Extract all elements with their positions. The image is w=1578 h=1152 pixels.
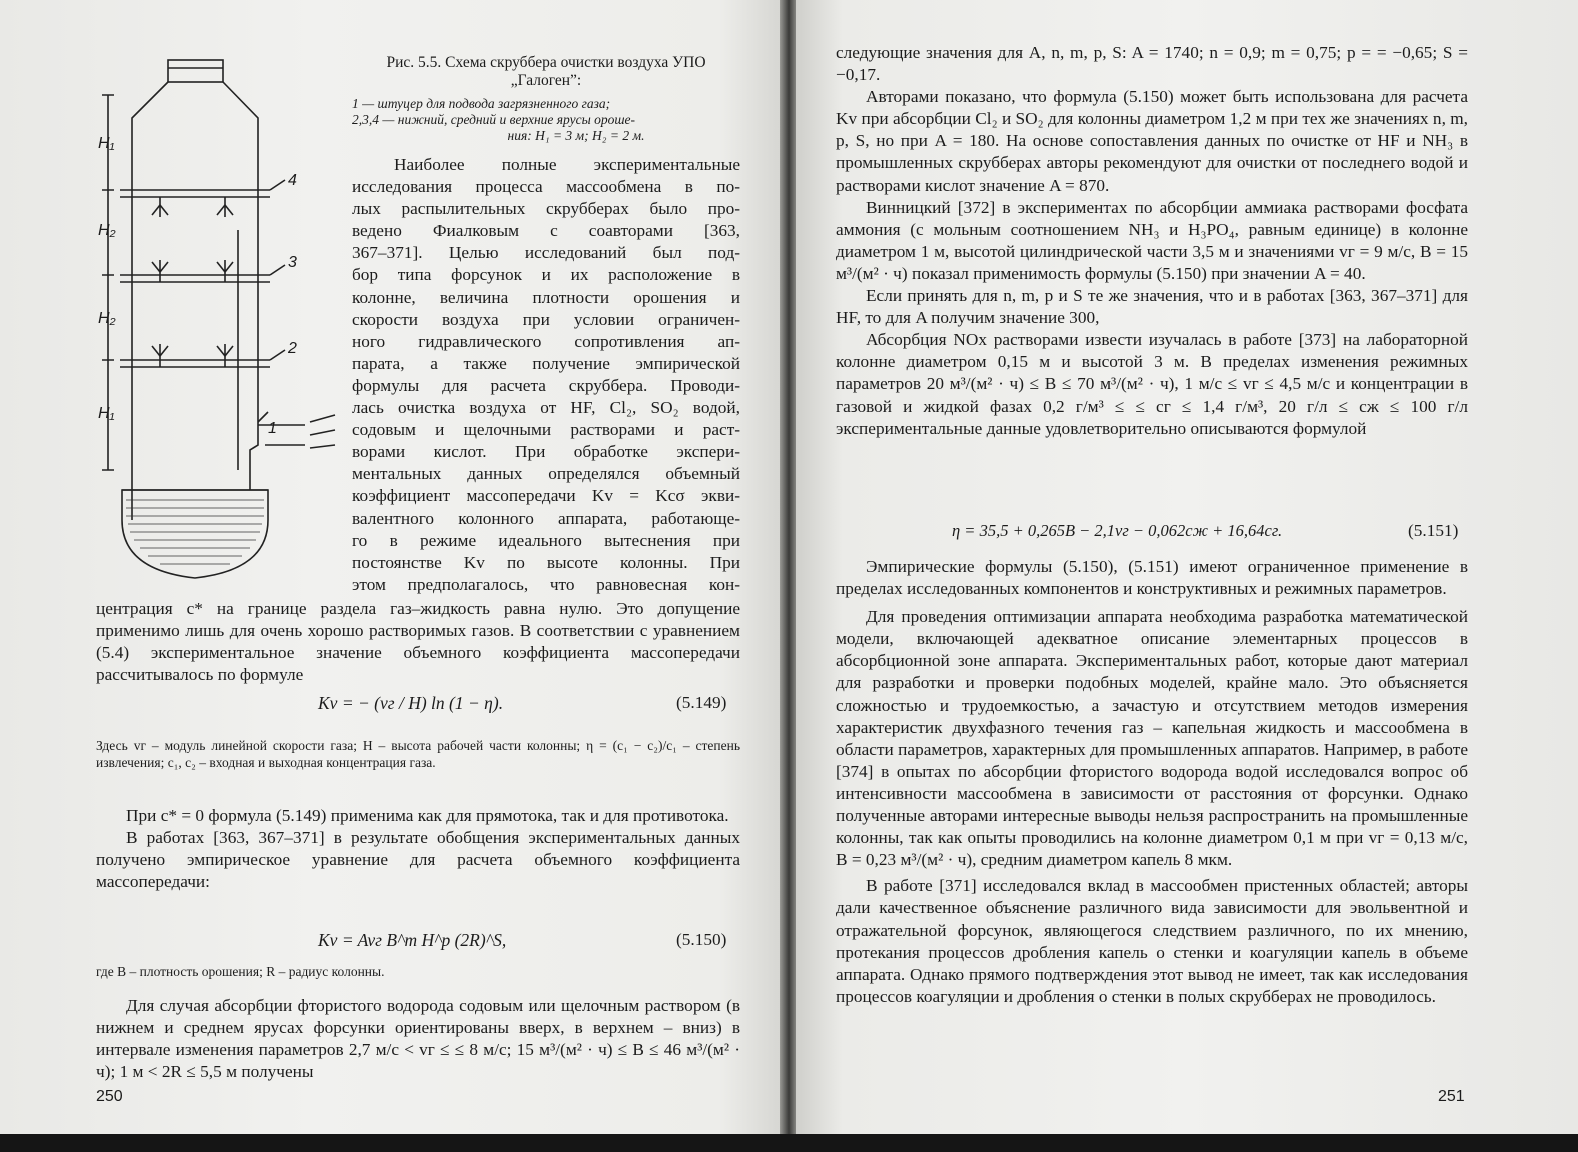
body-left-bottom <box>96 995 740 1083</box>
wrap-line: го в режиме идеального вытеснения при <box>352 530 740 550</box>
wrap-line: коэффициент массопередачи Kv = Kcσ экви- <box>352 486 740 506</box>
bottom-edge <box>0 1134 1578 1152</box>
wrap-line: скорости воздуха при условии ограничен- <box>352 309 740 329</box>
left-page <box>0 0 782 1134</box>
para-r7: Для проведения оптимизации аппарата необходима разработка математической модели, включающей адекватное описание элементарных процессов в абсорбционной зоне аппарата. Экспериментальных работ, которые дают материал для разработки и проверки подобных моделей, крайне мало. Это объясняется сложностью и трудоемкостью, а зачастую и отсутствием методов измерения характеристик двухфазного течения газ – капельная жидкость и массообмена в области параметров, характерных для промышленных аппаратов. Например, в работе [374] в опытах по абсорбции фтористого водорода водой исследовался вопрос об интенсивности массообмена в зависимости от расстояния от форсунки. Однако полученные авторами интересные выводы нельзя распространить на промышленные колонны, так как опыты проводились на колонне диаметром 0,1 м при vг = 0,13 м/с, B = 0,23 м³/(м² · ч), средним диаметром капель 8 мкм. <box>836 607 1468 870</box>
note-149: Здесь vг – модуль линейной скорости газа; H – высота рабочей части колонны; η = (c₁ − c₂)/c₁ – степень извлечения; c₁, c₂ – входная и выходная концентрация газа. <box>96 738 740 770</box>
eq-number-5-150: (5.150) <box>676 930 727 949</box>
para-r5: Абсорбция NOx растворами извести изучалась в работе [373] на лабораторной колонне диаметром 0,15 м и высотой 3 м. В пределах изменения режимных параметров 20 м³/(м² · ч) ≤ B ≤ 70 м³/(м² · ч), 1 м/с ≤ vг ≤ 4,5 м/с и концентрации в газовой и жидкой фазах 0,2 г/м³ ≤ ≤ cг ≤ 1,4 г/м³, 20 г/л ≤ cж ≤ 100 г/л экспериментальные данные удовлетворительно описываются формулой <box>836 330 1468 438</box>
para-r6: Эмпирические формулы (5.150), (5.151) имеют ограниченное применение в пределах исследованных компонентов и конструктивных и режимных параметров. <box>836 557 1468 599</box>
scrubber-diagram <box>90 50 350 590</box>
paragraph-continuation <box>96 598 740 686</box>
legend-line-3: ния: H₁ = 3 м; H₂ = 2 м. <box>507 128 645 143</box>
label-h1-bottom: H₁ <box>98 405 115 422</box>
wrap-line: Наиболее полные экспериментальные <box>394 155 740 174</box>
wrap-line: бор типа форсунок и их расположение в <box>352 265 740 285</box>
wrap-paragraph <box>352 154 740 596</box>
body-right-top <box>836 42 1468 440</box>
wrap-line: валентного колонного аппарата, работающе- <box>352 508 740 528</box>
label-2: 2 <box>288 340 297 357</box>
caption-line-1: Рис. 5.5. Схема скруббера очистки воздуха УПО <box>386 54 706 71</box>
wrap-line: формулы для расчета скруббера. Проводи- <box>352 375 740 395</box>
para-r2: Авторами показано, что формула (5.150) может быть использована для расчета Kv при абсорбции Cl₂ и SO₂ для колонны диаметром 1,2 м при тех же значениях n, m, p, S, но при A = 180. На основе сопоставления данных по очистке от HF и NH₃ в промышленных скрубберах авторы рекомендуют для очистки от последнего водой и растворами кислот значение A = 870. <box>836 87 1468 195</box>
note-5-150 <box>96 964 740 981</box>
wrap-line: колонне, величина плотности орошения и <box>352 287 740 307</box>
para-r4: Если принять для n, m, p и S те же значения, что и в работах [363, 367–371] для HF, то для A получим значение 300, <box>836 286 1468 328</box>
caption-line-2: „Галоген”: <box>510 72 582 89</box>
para-c0: При c* = 0 формула (5.149) применима как для прямотока, так и для противотока. <box>126 806 729 825</box>
right-page <box>796 0 1578 1134</box>
wrap-line: постоянстве Kv по высоте колонны. При <box>352 552 740 572</box>
note-150: где B – плотность орошения; R – радиус колонны. <box>96 964 385 979</box>
para-r8: В работе [371] исследовался вклад в массообмен пристенных областей; авторы дали качественное объяснение различного вида зависимости для эвольвентной и отражательной форсунок, являющегося следствием различного, по их мнению, протекания процессов дробления капель о стенки и коагуляции капель в объеме аппарата. Однако прямого подтверждения этот вывод не имеет, так как исследования процессов коагуляции и дробления о стенки в полых скрубберах не проводилось. <box>836 876 1468 1006</box>
wrap-line: парата, а также получение эмпирической <box>352 353 740 373</box>
formula-5-150: Kv = Avг B^m H^p (2R)^S, <box>318 930 507 950</box>
wrap-line: ментальных данных определялся объемный <box>352 464 740 484</box>
body-right-lower <box>836 556 1468 1008</box>
wrap-line: лась очистка воздуха от HF, Cl₂, SO₂ водой, <box>352 398 740 418</box>
figure-caption-legend <box>352 96 740 144</box>
eq-number-5-149: (5.149) <box>676 693 727 712</box>
formula-5-149: Kv = − (vг / H) ln (1 − η). <box>318 693 504 713</box>
para-r1: следующие значения для A, n, m, p, S: A = 1740; n = 0,9; m = 0,75; p = = −0,65; S = −0,17. <box>836 43 1468 85</box>
wrap-line: этом предполагалось, что равновесная кон- <box>352 574 740 594</box>
note-5-149 <box>96 738 740 771</box>
wrap-line: лых распылительных скрубберах было про- <box>352 199 740 219</box>
page-number-left: 250 <box>96 1088 123 1105</box>
wrap-line: ного гидравлического сопротивления ап- <box>352 331 740 351</box>
page-number-right: 251 <box>1438 1088 1465 1105</box>
eq-number-5-151: (5.151) <box>1408 521 1459 540</box>
para-cont: центрация c* на границе раздела газ–жидкость равна нулю. Это допущение применимо лишь для очень хорошо растворимых газов. В соответствии с уравнением (5.4) экспериментальное значение объемного коэффициента массопередачи рассчитывалось по формуле <box>96 599 740 685</box>
wrap-line: ведено Фиалковым с соавторами [363, <box>352 221 740 241</box>
label-h2-a: H₂ <box>98 222 116 239</box>
label-3: 3 <box>288 254 297 271</box>
wrap-line: 367–371]. Целью исследований был под- <box>352 243 740 263</box>
wrap-line: содовым и щелочными растворами и раст- <box>352 420 740 440</box>
label-h2-b: H₂ <box>98 310 116 327</box>
label-1: 1 <box>268 420 277 437</box>
label-4: 4 <box>288 172 297 189</box>
para-hf: Для случая абсорбции фтористого водорода содовым или щелочным раствором (в нижнем и среднем ярусах форсунки ориентированы вверх, в верхнем – вниз) в интервале изменения параметров 2,7 м/с < vг ≤ ≤ 8 м/с; 15 м³/(м² · ч) ≤ B ≤ 46 м³/(м² · ч); 1 м < 2R ≤ 5,5 м получены <box>96 996 740 1082</box>
legend-line-2: 2,3,4 — нижний, средний и верхние ярусы ороше- <box>352 112 636 127</box>
legend-line-1: 1 — штуцер для подвода загрязненного газа; <box>352 96 611 111</box>
wrap-line: исследования процесса массообмена в по- <box>352 177 740 197</box>
para-works: В работах [363, 367–371] в результате обобщения экспериментальных данных получено эмпирическое уравнение для расчета объемного коэффициента массопередачи: <box>96 828 740 892</box>
para-r3: Винницкий [372] в экспериментах по абсорбции аммиака растворами фосфата аммония (с мольным соотношением NH₃ и H₃PO₄, равным единице) в колонне диаметром 1 м, высотой цилиндрической части 3,5 м и значениями vг = 9 м/с, B = 15 м³/(м² · ч) показал применимость формулы (5.150) при значении A = 40. <box>836 197 1468 283</box>
figure-caption-title <box>352 54 740 90</box>
wrap-line: ворами кислот. При обработке экспери- <box>352 442 740 462</box>
label-h1-top: H₁ <box>98 135 115 152</box>
formula-5-151: η = 35,5 + 0,265B − 2,1vг − 0,062cж + 16,64cг. <box>952 521 1283 540</box>
body-left-lower <box>96 805 740 893</box>
